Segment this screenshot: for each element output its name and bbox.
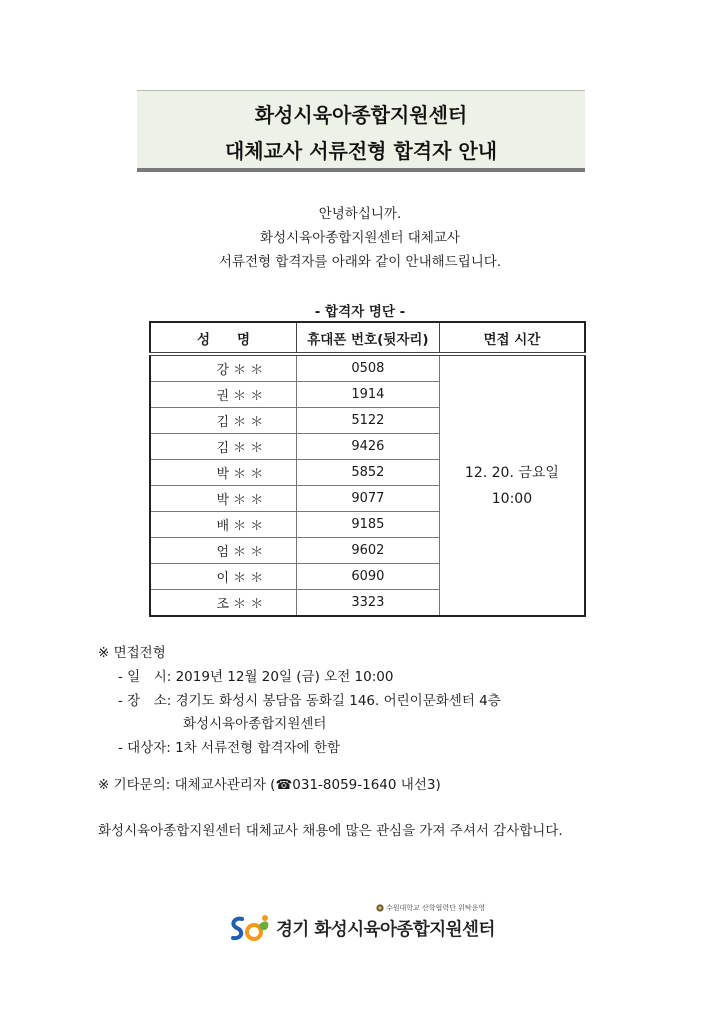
- closing-message: 화성시육아종합지원센터 대체교사 채용에 많은 관심을 가져 주셔서 감사합니다.: [98, 823, 563, 839]
- greeting-line-1: 안녕하십니까.: [318, 206, 402, 222]
- interview-place-line-2: 화성시육아종합지원센터: [183, 716, 327, 732]
- header-phone: 휴대폰 번호(뒷자리): [296, 322, 439, 354]
- interview-date-line: - 일 시: 2019년 12월 20일 (금) 오전 10:00: [118, 669, 394, 685]
- page-title: 화성시육아종합지원센터: [254, 103, 468, 127]
- name-cell: 엄 ＊ ＊: [150, 538, 296, 564]
- greeting-line-3: 서류전형 합격자를 아래와 같이 안내해드립니다.: [218, 254, 502, 270]
- phone-cell: 5852: [296, 460, 439, 486]
- title-box: [137, 90, 585, 169]
- name-cell: 이 ＊ ＊: [150, 564, 296, 590]
- name-cell: 강 ＊ ＊: [150, 354, 296, 382]
- phone-cell: 1914: [296, 382, 439, 408]
- center-logo-icon: [228, 913, 272, 945]
- name-cell: 배 ＊ ＊: [150, 512, 296, 538]
- logo-subtitle: 수원대학교 산학협력단 위탁운영: [386, 904, 486, 912]
- name-cell: 김 ＊ ＊: [150, 434, 296, 460]
- university-seal-icon: [376, 904, 384, 912]
- name-cell: 박 ＊ ＊: [150, 460, 296, 486]
- phone-cell: 9426: [296, 434, 439, 460]
- header-interview-time: 면접 시간: [439, 322, 585, 354]
- table-row: [150, 354, 585, 382]
- roster-table: [149, 321, 586, 617]
- interview-place-line: - 장 소: 경기도 화성시 봉담읍 동화길 146. 어린이문화센터 4층: [118, 693, 501, 709]
- roster-caption: - 합격자 명단 -: [314, 304, 406, 320]
- title-underline: [137, 168, 585, 172]
- name-cell: 김 ＊ ＊: [150, 408, 296, 434]
- name-cell: 박 ＊ ＊: [150, 486, 296, 512]
- phone-cell: 3323: [296, 590, 439, 617]
- interview-target-line: - 대상자: 1차 서류전형 합격자에 한함: [118, 740, 341, 756]
- interview-time-cell: [439, 354, 585, 616]
- greeting-line-2: 화성시육아종합지원센터 대체교사: [260, 230, 460, 246]
- header-name: 성 명: [150, 322, 296, 354]
- name-cell: 권 ＊ ＊: [150, 382, 296, 408]
- phone-cell: 6090: [296, 564, 439, 590]
- phone-cell: 9602: [296, 538, 439, 564]
- page-subtitle: 대체교사 서류전형 합격자 안내: [224, 139, 498, 163]
- footer-logo: [228, 903, 498, 948]
- interview-info-heading: ※ 면접전형: [98, 645, 166, 661]
- logo-name: 경기 화성시육아종합지원센터: [276, 920, 495, 940]
- name-cell: 조 ＊ ＊: [150, 590, 296, 617]
- interview-time: 10:00: [491, 490, 533, 507]
- phone-cell: 0508: [296, 354, 439, 382]
- phone-cell: 9077: [296, 486, 439, 512]
- table-header-row: [150, 322, 585, 354]
- interview-date: 12. 20. 금요일: [464, 464, 559, 481]
- phone-cell: 5122: [296, 408, 439, 434]
- phone-cell: 9185: [296, 512, 439, 538]
- contact-line: ※ 기타문의: 대체교사관리자 (☎031-8059-1640 내선3): [98, 777, 441, 793]
